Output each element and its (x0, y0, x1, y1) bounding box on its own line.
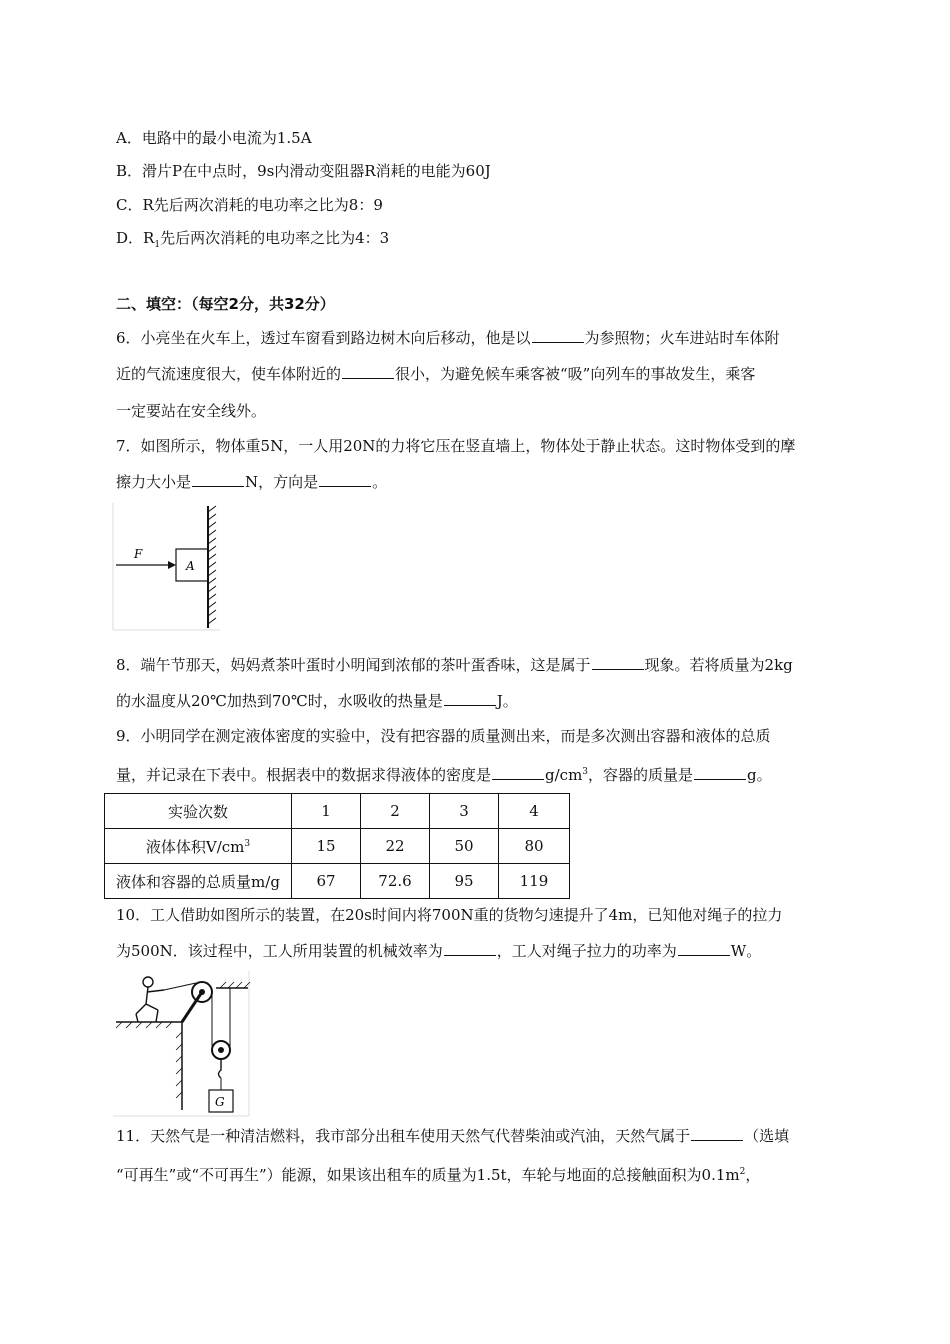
q9-text-2a: 量，并记录在下表中。根据表中的数据求得液体的密度是 (116, 766, 492, 784)
table-row-label: 液体和容器的总质量m/g (105, 864, 292, 899)
q11-text-2a: “可再生”或“不可再生”）能源，如果该出租车的质量为1.5t，车轮与地面的总接触面积为0.1m (116, 1166, 740, 1184)
table-header-label: 实验次数 (105, 794, 292, 829)
q9-text-2b: g/cm (545, 766, 583, 784)
wall-force-figure (112, 502, 222, 632)
table-cell: 4 (499, 794, 570, 829)
q10-line2 (116, 941, 761, 961)
q6-text-2b: 很小，为避免候车乘客被“吸”向列车的事故发生，乘客 (395, 365, 756, 383)
q6-line3: 一定要站在安全线外。 (116, 402, 267, 420)
table-cell: 1 (292, 794, 361, 829)
q9-line1: 9．小明同学在测定液体密度的实验中，没有把容器的质量测出来，而是多次测出容器和液体的总质 (116, 727, 771, 745)
q11-line1 (116, 1126, 789, 1146)
q9-sup: 3 (582, 767, 589, 777)
q6-text-2a: 近的气流速度很大，使车体附近的 (116, 365, 342, 383)
q6-line1 (116, 328, 780, 348)
q10-blank-1 (444, 941, 496, 956)
ceiling-hatching (220, 982, 250, 988)
option-d-pre: D．R (116, 229, 155, 247)
option-b: B．滑片P在中点时，9s内滑动变阻器R消耗的电能为60J (116, 162, 491, 180)
q8-blank-1 (592, 655, 644, 670)
q10-blank-2 (678, 941, 730, 956)
table-row (105, 794, 570, 829)
density-table (104, 793, 570, 899)
table-row (105, 864, 570, 899)
block-label: A (186, 559, 195, 573)
pulley-figure (112, 970, 252, 1118)
q8-text-1a: 8．端午节那天，妈妈煮茶叶蛋时小明闻到浓郁的茶叶蛋香味，这是属于 (116, 656, 591, 674)
table-cell: 95 (430, 864, 499, 899)
table-cell: 2 (361, 794, 430, 829)
q9-text-2d: g。 (747, 766, 772, 784)
q6-blank-2 (342, 364, 394, 379)
q9-blank-1 (492, 765, 544, 780)
q6-text-1b: 为参照物；火车进站时车体附 (584, 329, 780, 347)
hook (219, 1059, 222, 1078)
q9-blank-2 (694, 765, 746, 780)
table-cell: 67 (292, 864, 361, 899)
load-label: G (215, 1095, 225, 1109)
q11-text-2b: ， (745, 1166, 761, 1184)
table-cell: 22 (361, 829, 430, 864)
q6-text-1a: 6．小亮坐在火车上，透过车窗看到路边树木向后移动，他是以 (116, 329, 531, 347)
q9-line2 (116, 762, 772, 785)
q8-text-2a: 的水温度从20℃加热到70℃时，水吸收的热量是 (116, 692, 443, 710)
q8-line1 (116, 655, 793, 675)
force-label: F (134, 547, 143, 561)
q6-blank-1 (532, 328, 584, 343)
worker-figure (136, 977, 164, 1022)
q7-line1: 7．如图所示，物体重5N，一人用20N的力将它压在竖直墙上，物体处于静止状态。这时物体受到的摩 (116, 437, 796, 455)
wall-hatching (208, 506, 216, 624)
q7-text-2b: N，方向是 (245, 473, 319, 491)
table-cell: 72.6 (361, 864, 430, 899)
option-d-post: 先后两次消耗的电功率之比为4：3 (160, 229, 390, 247)
table-row-label (105, 829, 292, 864)
q7-text-2c: 。 (372, 473, 388, 491)
q9-text-2c: ，容器的质量是 (588, 766, 694, 784)
q10-text-2c: W。 (730, 942, 762, 960)
q11-blank-1 (691, 1126, 743, 1141)
table-cell: 80 (499, 829, 570, 864)
table-cell: 119 (499, 864, 570, 899)
option-d (116, 228, 389, 255)
q11-text-1b: （选填 (744, 1127, 790, 1145)
q8-text-2b: J。 (496, 692, 518, 710)
table-cell: 50 (430, 829, 499, 864)
q11-sup: 2 (739, 1167, 746, 1177)
q8-blank-2 (444, 691, 496, 706)
q7-blank-1 (192, 472, 244, 487)
table-cell: 3 (430, 794, 499, 829)
option-d-sub: 1 (154, 240, 161, 250)
table-cell: 15 (292, 829, 361, 864)
q6-line2 (116, 364, 755, 384)
q8-line2 (116, 691, 518, 711)
section-heading: 二、填空：（每空2分，共32分） (116, 295, 335, 313)
q11-line2 (116, 1162, 760, 1185)
q10-text-2b: ，工人对绳子拉力的功率为 (496, 942, 677, 960)
row1-label-text: 液体体积V/cm (145, 837, 245, 856)
q7-text-2a: 擦力大小是 (116, 473, 192, 491)
q11-text-1a: 11．天然气是一种清洁燃料，我市部分出租车使用天然气代替柴油或汽油，天然气属于 (116, 1127, 691, 1145)
q7-line2 (116, 472, 387, 492)
row1-label-sup: 3 (244, 838, 251, 849)
q7-blank-2 (319, 472, 371, 487)
option-c: C．R先后两次消耗的电功率之比为8：9 (116, 196, 383, 214)
q10-line1: 10．工人借助如图所示的装置，在20s时间内将700N重的货物匀速提升了4m，已知他对绳子的拉力 (116, 906, 783, 924)
rope-to-worker (164, 983, 196, 990)
force-arrowhead (168, 561, 176, 569)
movable-pulley-axle (218, 1047, 224, 1053)
option-a: A．电路中的最小电流为1.5A (116, 129, 312, 147)
table-row (105, 829, 570, 864)
ground-hatching (116, 1022, 182, 1098)
q8-text-1b: 现象。若将质量为2kg (644, 656, 793, 674)
q10-text-2a: 为500N．该过程中，工人所用装置的机械效率为 (116, 942, 443, 960)
